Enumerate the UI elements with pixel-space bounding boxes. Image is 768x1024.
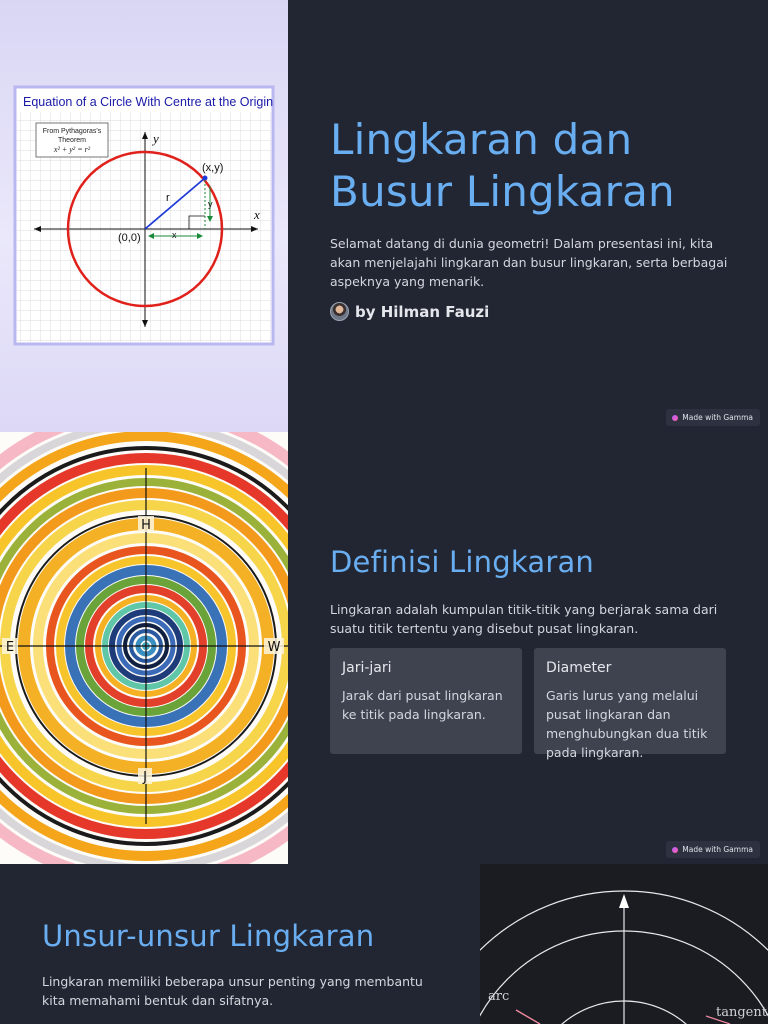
circle-equation-diagram [0,0,288,432]
diagram-formula: x² + y² = r² [53,145,91,154]
author-line [330,302,489,321]
diagram-note-2: Theorem [57,137,87,144]
elements-description: Lingkaran memiliki beberapa unsur penting yang membantu kita memahami bentuk dan sifatnya. [42,974,423,1008]
diagram-note-1: From Pythagoras's [42,128,102,135]
label-point-xy: (x,y) [202,162,224,174]
circle-parts-image [480,864,768,1024]
point-xy [203,176,208,181]
section-title-unsur: Unsur-unsur Lingkaran [42,919,375,953]
page-title: Lingkaran dan Busur Lingkaran [330,115,675,216]
concentric-circles-image [0,432,288,864]
label-tangent: tangent [716,1005,767,1020]
made-with-gamma-badge[interactable] [666,409,760,426]
card-text: Garis lurus yang melalui pusat lingkaran dan menghubungkan dua titik pada lingkaran. [546,688,708,760]
slide-title [0,0,768,432]
compass-west-label: E [5,640,15,655]
avatar [330,302,349,321]
compass-north-label: H [141,518,151,533]
slide-definition [0,432,768,864]
compass-east-label: W [267,640,281,655]
card-text: Jarak dari pusat lingkaran ke titik pada lingkaran. [342,688,503,722]
badge-label: Made with Gamma [682,845,753,854]
x-axis-label: x [254,207,260,222]
label-x-length: x [172,230,177,240]
arrow-up-icon [619,894,629,908]
made-with-gamma-badge[interactable] [666,841,760,858]
circle-parts-diagram [480,864,768,1024]
label-radius: r [166,192,170,204]
concentric-rings-art [0,432,288,864]
card-diameter [534,648,726,760]
definition-description: Lingkaran adalah kumpulan titik-titik yang berjarak sama dari suatu titik tertentu yang disebut pusat lingkaran. [330,602,718,636]
gamma-logo-icon [672,415,678,421]
badge-label: Made with Gamma [682,413,753,422]
section-title-definisi: Definisi Lingkaran [330,545,594,579]
gamma-logo-icon [672,847,678,853]
card-title: Jari-jari [342,660,392,676]
y-axis-label: y [153,131,159,146]
label-origin: (0,0) [118,232,141,244]
diagram-heading: Equation of a Circle With Centre at the Origin [23,95,274,109]
author-name: by Hilman Fauzi [355,302,490,321]
label-y-length: y [208,199,213,209]
compass-south-label: J [143,770,147,785]
label-arc: arc [488,989,510,1004]
slide-elements [0,864,768,1024]
intro-description: Selamat datang di dunia geometri! Dalam presentasi ini, kita akan menjelajahi lingkaran dan busur lingkaran, serta berbagai aspeknya yang menarik. [330,236,728,289]
circle-equation-image [0,0,288,432]
card-title: Diameter [546,660,612,676]
card-jari-jari [330,648,522,754]
